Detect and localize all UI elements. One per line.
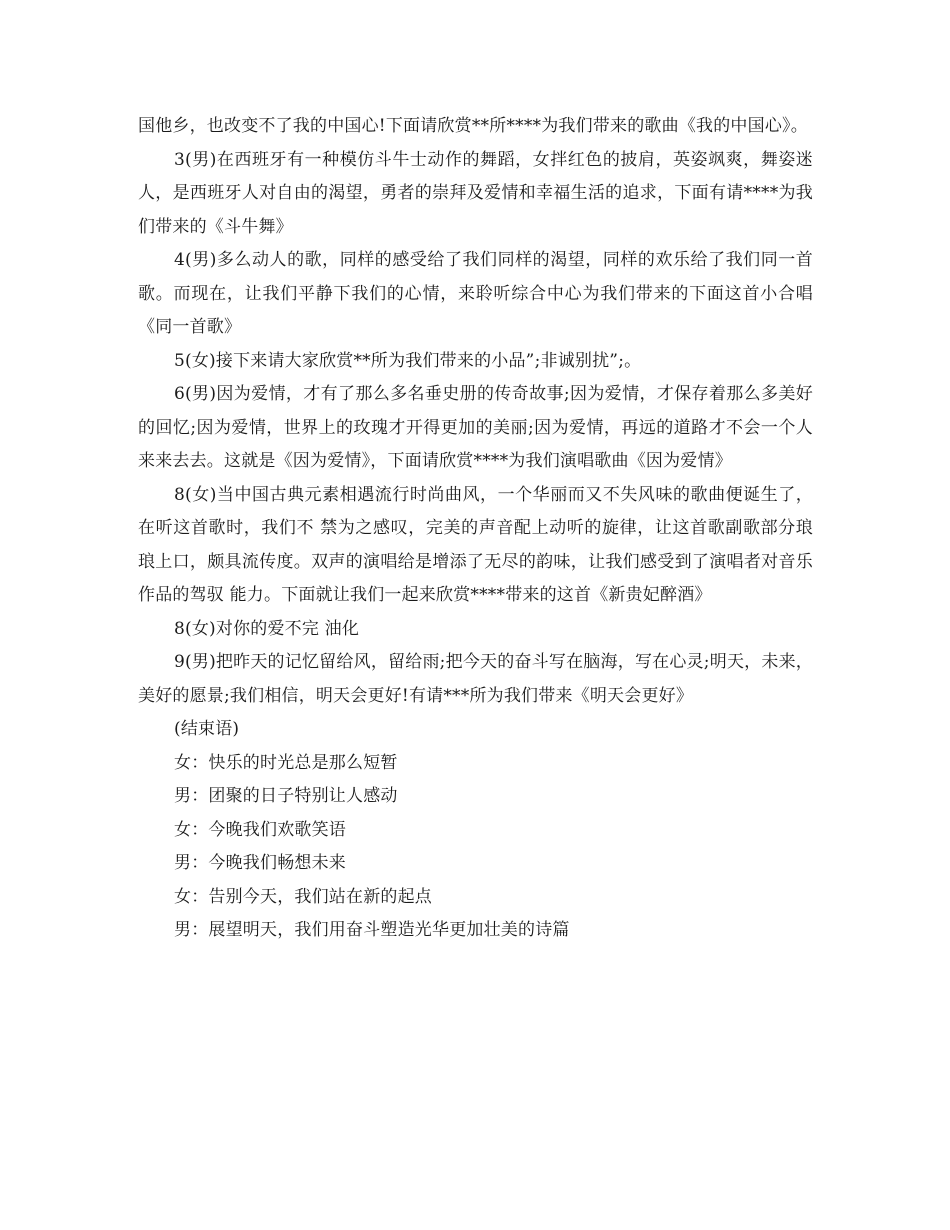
- paragraph-continuation: 国他乡，也改变不了我的中国心!下面请欣赏**所****为我们带来的歌曲《我的中国心》。: [138, 116, 808, 136]
- paragraph-item-8a: 8(女)当中国古典元素相遇流行时尚曲风，一个华丽而又不失风味的歌曲便诞生了，在听这首歌时，我们不 禁为之感叹，完美的声音配上动听的旋律，让这首歌副歌部分琅琅上口，颇具流传度。双声的演唱给是增添了无尽的韵味，让我们感受到了演唱者对音乐作品的驾驭 能力。下面就让我们一起来欣赏****带来的这首《新贵妃醉酒》: [138, 484, 813, 605]
- closing-heading: (结束语): [174, 719, 240, 739]
- paragraph-item-9: 9(男)把昨天的记忆留给风，留给雨;把今天的奋斗写在脑海，写在心灵;明天，未来，美好的愿景;我们相信，明天会更好!有请***所为我们带来《明天会更好》: [138, 652, 813, 706]
- paragraph-item-5: 5(女)接下来请大家欣赏**所为我们带来的小品”;非诚别扰”;。: [174, 350, 642, 371]
- closing-line: 男：团聚的日子特别让人感动: [174, 786, 398, 806]
- closing-line: 女：今晚我们欢歌笑语: [174, 819, 346, 840]
- closing-line: 女：快乐的时光总是那么短暂: [174, 752, 398, 773]
- closing-line: 女：告别今天，我们站在新的起点: [174, 886, 432, 907]
- paragraph-item-4: 4(男)多么动人的歌，同样的感受给了我们同样的渴望，同样的欢乐给了我们同一首歌。而现在，让我们平静下我们的心情，来聆听综合中心为我们带来的下面这首小合唱《同一首歌》: [138, 250, 813, 337]
- closing-line: 男：展望明天，我们用奋斗塑造光华更加壮美的诗篇: [174, 920, 570, 940]
- paragraph-item-3: 3(男)在西班牙有一种模仿斗牛士动作的舞蹈，女拌红色的披肩，英姿飒爽，舞姿迷人，是西班牙人对自由的渴望，勇者的崇拜及爱情和幸福生活的追求，下面有请****为我们带来的《斗牛舞》: [138, 149, 813, 237]
- paragraph-item-6: 6(男)因为爱情，才有了那么多名垂史册的传奇故事;因为爱情，才保存着那么多美好的回忆;因为爱情，世界上的玫瑰才开得更加的美丽;因为爱情，再远的道路才不会一个人来来去去。这就是《因为爱情》，下面请欣赏****为我们演唱歌曲《因为爱情》: [138, 384, 813, 471]
- closing-line: 男：今晚我们畅想未来: [174, 853, 346, 873]
- document-body: [138, 110, 813, 948]
- paragraph-item-8b: 8(女)对你的爱不完 油化: [174, 618, 360, 639]
